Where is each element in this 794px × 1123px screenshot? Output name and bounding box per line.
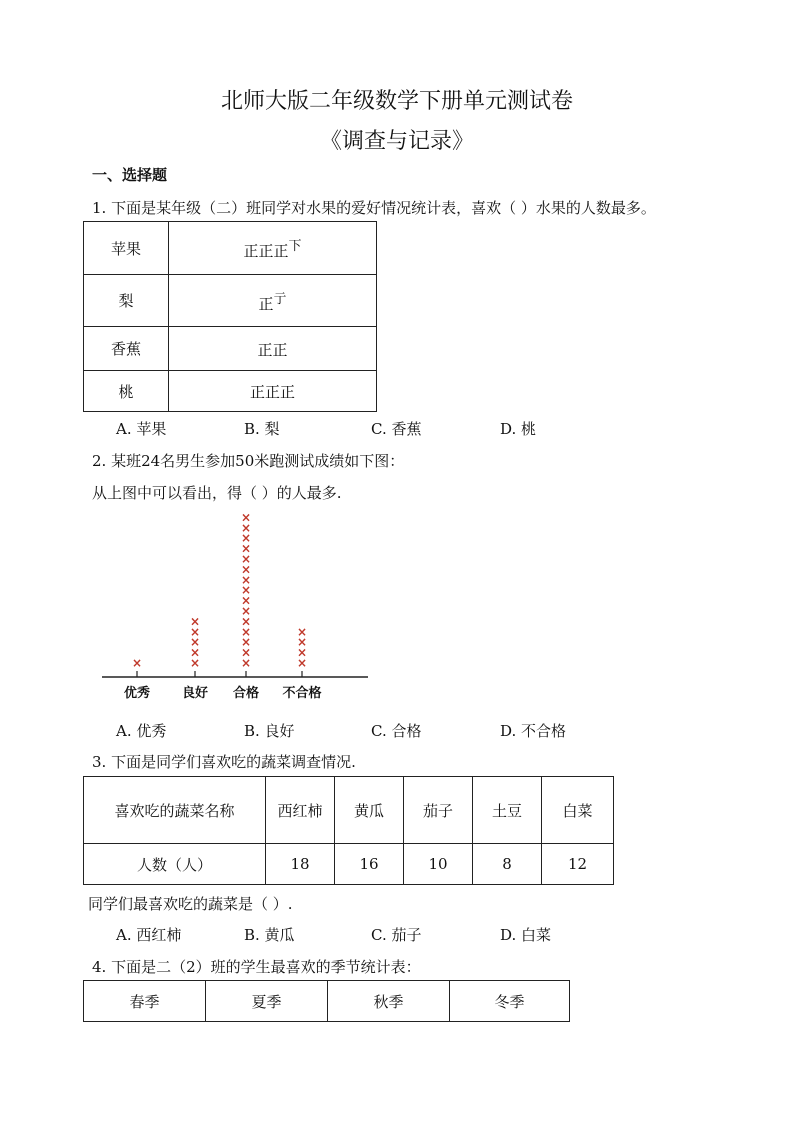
veggie-name: 白菜	[542, 777, 614, 844]
tally-mark: ×	[296, 656, 308, 670]
tally-mark: ×	[240, 604, 252, 618]
category-label: 不合格	[282, 686, 322, 701]
veggie-name: 土豆	[473, 777, 542, 844]
tally-mark: ×	[240, 583, 252, 598]
tally-mark: ×	[240, 593, 252, 608]
fruit-name: 苹果	[84, 222, 169, 275]
tally-mark: ×	[240, 510, 252, 525]
fruit-name: 香蕉	[84, 327, 169, 371]
tally-mark: ×	[189, 624, 201, 639]
tally-mark: ×	[240, 520, 252, 535]
season-table	[83, 980, 570, 1022]
count-label: 人数（人）	[84, 844, 266, 885]
tally-mark: ×	[189, 645, 201, 660]
fruit-name: 桃	[84, 371, 169, 412]
fruit-name: 梨	[84, 275, 169, 327]
tally-mark: ×	[240, 541, 252, 556]
veggie-name: 黄瓜	[335, 777, 404, 844]
tally-mark: ×	[240, 552, 252, 566]
tally-mark: ×	[189, 614, 201, 629]
tally-mark: ×	[296, 645, 308, 660]
category-label: 优秀	[123, 686, 151, 701]
season-name: 秋季	[328, 981, 450, 1022]
option-b[interactable]: B. 黄瓜	[244, 926, 295, 944]
page-title: 北师大版二年级数学下册单元测试卷	[220, 89, 573, 114]
table-row	[84, 777, 614, 844]
table-row	[84, 981, 570, 1022]
page-subtitle: 《调查与记录》	[319, 129, 474, 154]
table-row	[84, 844, 614, 885]
tally-mark: ×	[240, 614, 252, 629]
season-name: 春季	[84, 981, 206, 1022]
fruit-tally: 正正正	[169, 371, 377, 412]
fruit-tally: 正正	[169, 327, 377, 371]
option-d[interactable]: D. 白菜	[500, 926, 552, 944]
tally-mark: ×	[189, 656, 201, 670]
option-c[interactable]: C. 合格	[371, 722, 422, 740]
tally-mark: ×	[240, 635, 252, 650]
question-3-text: 3. 下面是同学们喜欢吃的蔬菜调查情况.	[92, 753, 356, 771]
option-d[interactable]: D. 桃	[500, 420, 537, 438]
tally-mark: ×	[240, 572, 252, 587]
option-c[interactable]: C. 茄子	[371, 926, 422, 944]
veggie-count: 18	[266, 844, 335, 885]
tally-mark: ×	[131, 656, 143, 670]
tally-mark: ×	[240, 645, 252, 660]
option-c[interactable]: C. 香蕉	[371, 420, 422, 438]
question-1-text: 1. 下面是某年级（二）班同学对水果的爱好情况统计表，喜欢（ ）水果的人数最多。	[92, 199, 656, 217]
tally-mark: ×	[240, 562, 252, 577]
section-heading: 一、选择题	[92, 166, 168, 184]
veggie-name: 茄子	[404, 777, 473, 844]
tally-mark: ×	[240, 656, 252, 670]
option-a[interactable]: A. 优秀	[116, 722, 167, 740]
veggie-count: 10	[404, 844, 473, 885]
question-2-text: 2. 某班24名男生参加50米跑测试成绩如下图：	[92, 452, 405, 470]
veggie-count: 8	[473, 844, 542, 885]
question-4-text: 4. 下面是二（2）班的学生最喜欢的季节统计表：	[92, 958, 421, 976]
vegetable-table	[83, 776, 614, 885]
option-d[interactable]: D. 不合格	[500, 722, 567, 740]
tally-mark: ×	[296, 635, 308, 650]
tally-mark: ×	[189, 635, 201, 650]
category-label: 合格	[232, 686, 260, 701]
option-a[interactable]: A. 西红柿	[116, 926, 182, 944]
category-label: 良好	[181, 686, 209, 701]
tally-mark: ×	[240, 531, 252, 546]
veggie-count: 16	[335, 844, 404, 885]
option-b[interactable]: B. 良好	[244, 722, 295, 740]
header-label: 喜欢吃的蔬菜名称	[84, 777, 266, 844]
fruit-tally: 正正正$^下$	[169, 222, 377, 275]
season-name: 夏季	[206, 981, 328, 1022]
season-name: 冬季	[450, 981, 570, 1022]
option-b[interactable]: B. 梨	[244, 420, 280, 438]
veggie-name: 西红柿	[266, 777, 335, 844]
option-a[interactable]: A. 苹果	[116, 420, 167, 438]
question-2-sub: 从上图中可以看出，得（ ）的人最多.	[92, 484, 342, 502]
tally-mark: ×	[296, 624, 308, 639]
tally-mark: ×	[240, 624, 252, 639]
fruit-tally: 正$^亍$	[169, 275, 377, 327]
question-3-sub: 同学们最喜欢吃的蔬菜是（ ）.	[88, 895, 293, 913]
veggie-count: 12	[542, 844, 614, 885]
